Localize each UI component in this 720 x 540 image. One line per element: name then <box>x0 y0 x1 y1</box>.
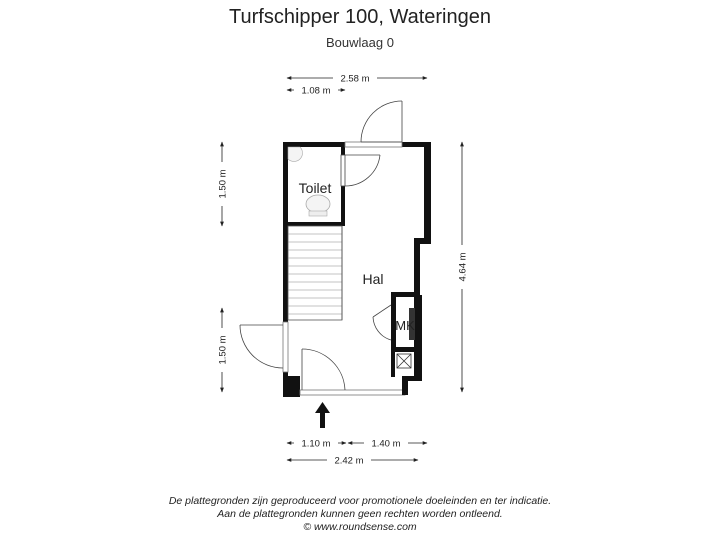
dimension-left-upper <box>216 142 229 226</box>
plan-title: Turfschipper 100, Wateringen <box>229 6 491 28</box>
dimension-bottom-total <box>287 454 418 467</box>
dimension-label: 1.08 m <box>301 85 331 97</box>
dimension-label: 1.10 m <box>301 438 331 450</box>
staircase <box>288 226 342 320</box>
room-label-toilet: Toilet <box>298 180 332 196</box>
entrance-arrow-icon <box>315 402 330 428</box>
dimension-label: 4.64 m <box>457 252 469 282</box>
garden-door-left <box>240 325 283 368</box>
room-label-mk: MK <box>395 318 415 333</box>
dimension-left-lower <box>216 308 229 392</box>
disclaimer-line: De plattegronden zijn geproduceerd voor promotionele doeleinden en ter indicatie. <box>168 495 552 507</box>
room-label-hal: Hal <box>362 271 384 287</box>
dimension-label: 2.58 m <box>340 73 370 85</box>
meterkast-door <box>373 305 391 340</box>
toilet-door <box>341 155 380 186</box>
hand-basin <box>288 147 302 161</box>
floor-label: Bouwlaag 0 <box>326 35 394 50</box>
dimension-label: 2.42 m <box>334 455 364 467</box>
front-door <box>302 349 345 390</box>
toilet-bowl <box>306 195 330 216</box>
dimension-label: 1.50 m <box>217 169 229 199</box>
entrance-door-top <box>361 101 402 142</box>
dimension-label: 1.40 m <box>371 438 401 450</box>
disclaimer-line: Aan de plattegronden kunnen geen rechten worden ontleend. <box>217 508 503 520</box>
dimension-right-total <box>456 142 469 392</box>
dimension-bottom-right <box>348 437 427 450</box>
meter-box <box>397 308 415 368</box>
copyright-line: © www.roundsense.com <box>303 521 417 533</box>
dimension-label: 1.50 m <box>217 335 229 365</box>
dimension-bottom-left <box>287 437 346 450</box>
dimension-top-total <box>287 72 427 85</box>
dimension-top-partial <box>287 84 345 97</box>
